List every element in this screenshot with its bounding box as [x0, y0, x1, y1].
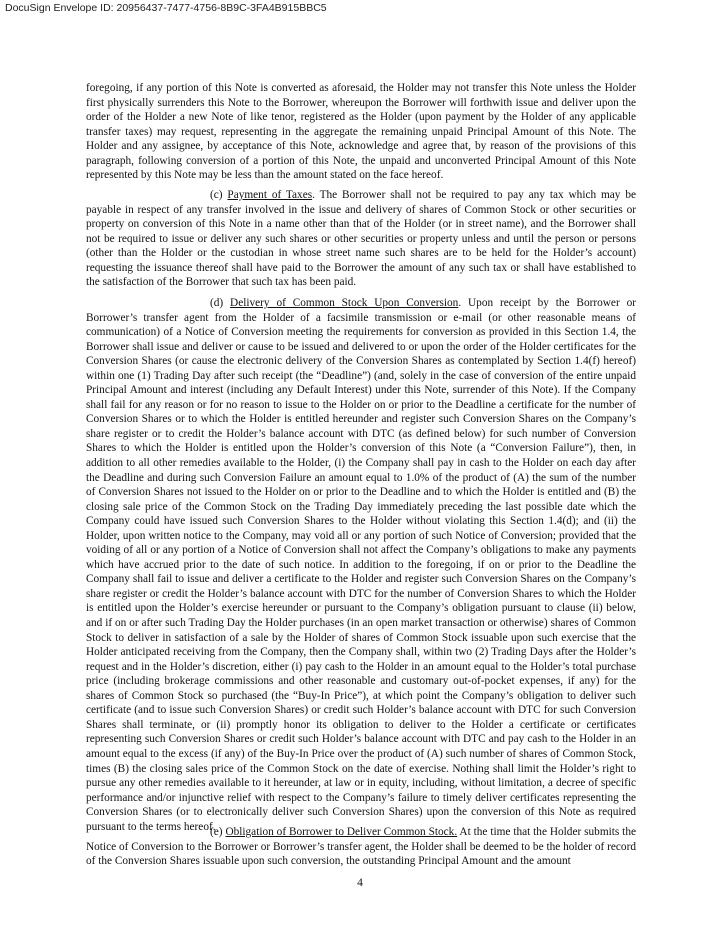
paragraph-marker: (c)	[210, 189, 228, 201]
paragraph-marker: (e)	[210, 826, 226, 838]
paragraph-heading: Payment of Taxes	[227, 189, 313, 201]
paragraph-continuation	[86, 81, 636, 183]
paragraph-text: At the time that the Holder submits the Notice of Conversion to the Borrower or Borrower’s transfer agent, the Holder shall be deemed to be the holder of record of the Conversion Shares issuable upon such conversion, the outstanding Principal Amount and the amount	[86, 826, 636, 868]
paragraph-heading: Obligation of Borrower to Deliver Common Stock.	[225, 826, 458, 838]
paragraph-marker: (d)	[210, 297, 231, 309]
paragraph-payment-of-taxes	[86, 188, 636, 290]
paragraph-text: . Upon receipt by the Borrower or Borrower’s transfer agent from the Holder of a facsimile transmission or e-mail (or other reasonable means of communication) of a Notice of Conversion meeting the requirements for conversion as provided in this Section 1.4, the Borrower shall issue and deliver or cause to be issued and delivered to or upon the order of the Holder certificates for the Conversion Shares (or cause the electronic delivery of the Conversion Shares as contemplated by Section 1.4(f) hereof) within one (1) Trading Day after such receipt (the “Deadline”) (and, solely in the case of conversion of the entire unpaid Principal Amount and interest (including any Default Interest) under this Note, surrender of this Note). If the Company shall fail for any reason or for no reason to issue to the Holder on or prior to the Deadline a certificate for the number of Conversion Shares or to which the Holder is entitled hereunder and register such Conversion Shares on the Company’s share register or to credit the Holder’s balance account with DTC (as defined below) for such number of Conversion Shares to which the Holder is entitled upon the Holder’s conversion of this Note (a “Conversion Failure”), then, in addition to all other remedies available to the Holder, (i) the Company shall pay in cash to the Holder on each day after the Deadline and during such Conversion Failure an amount equal to 1.0% of the product of (A) the sum of the number of Conversion Shares not issued to the Holder on or prior to the Deadline and to which the Holder is entitled and (B) the closing sale price of the Common Stock on the Trading Day immediately preceding the last possible date which the Company could have issued such Conversion Shares to the Holder without violating this Section 1.4(d); and (ii) the Holder, upon written notice to the Company, may void all or any portion of such Notice of Conversion; provided that the voiding of all or any portion of a Notice of Conversion shall not affect the Company’s obligations to make any payments which have accrued prior to the date of such notice. In addition to the foregoing, if on or prior to the Deadline the Company shall fail to issue and deliver a certificate to the Holder and register such Conversion Shares on the Company’s share register or credit the Holder’s balance account with DTC for the number of Conversion Shares to which the Holder is entitled upon the Holder’s exercise hereunder or pursuant to the Company’s obligation pursuant to clause (ii) below, and if on or after such Trading Day the Holder purchases (in an open market transaction or otherwise) shares of Common Stock to deliver in satisfaction of a sale by the Holder of shares of Common Stock issuable upon such exercise that the Holder anticipated receiving from the Company, then the Company shall, within two (2) Trading Days after the Holder’s request and in the Holder’s discretion, either (i) pay cash to the Holder in an amount equal to the Holder’s total purchase price (including brokerage commissions and other reasonable and customary out-of-pocket expenses, if any) for the shares of Common Stock so purchased (the “Buy-In Price”), at which point the Company’s obligation to deliver such certificate (and to issue such Conversion Shares) or credit such Holder’s balance account with DTC for such Conversion Shares shall terminate, or (ii) promptly honor its obligation to deliver to the Holder a certificate or certificates representing such Conversion Shares or credit such Holder’s balance account with DTC and pay cash to the Holder in an amount equal to the excess (if any) of the Buy-In Price over the product of (A) such number of shares of Common Stock, times (B) the closing sales price of the Common Stock on the date of exercise. Nothing shall limit the Holder’s right to pursue any other remedies available to it hereunder, at law or in equity, including, without limitation, a decree of specific performance and/or injunctive relief with respect to the Company’s failure to timely deliver certificates representing the Conversion Shares (or to electronically deliver such Conversion Shares) upon the conversion of this Note as required pursuant to the terms hereof.	[86, 297, 636, 833]
paragraph-text: . The Borrower shall not be required to pay any tax which may be payable in respect of any transfer involved in the issue and delivery of shares of Common Stock or other securities or property on conversion of this Note in a name other than that of the Holder (or in street name), and the Borrower shall not be required to issue or deliver any such shares or other securities or property unless and until the person or persons (other than the Holder or the custodian in whose street name such shares are to be held for the Holder’s account) requesting the issuance thereof shall have paid to the Borrower the amount of any such tax or shall have established to the satisfaction of the Borrower that such tax has been paid.	[86, 189, 636, 289]
paragraph-delivery-of-common-stock	[86, 296, 636, 834]
paragraph-heading: Delivery of Common Stock Upon Conversion	[230, 297, 459, 309]
docusign-envelope-id: DocuSign Envelope ID: 20956437-7477-4756-8B9C-3FA4B915BBC5	[5, 2, 327, 14]
page-number: 4	[357, 877, 363, 889]
paragraph-text: foregoing, if any portion of this Note is converted as aforesaid, the Holder may not transfer this Note unless the Holder first physically surrenders this Note to the Borrower, whereupon the Borrower will forthwith issue and deliver upon the order of the Holder a new Note of like tenor, registered as the Holder (upon payment by the Holder of any applicable transfer taxes) may request, representing in the aggregate the remaining unpaid Principal Amount of this Note. The Holder and any assignee, by acceptance of this Note, acknowledge and agree that, by reason of the provisions of this paragraph, following conversion of a portion of this Note, the unpaid and unconverted Principal Amount of this Note represented by this Note may be less than the amount stated on the face hereof.	[86, 82, 636, 182]
paragraph-obligation-of-borrower	[86, 825, 636, 869]
